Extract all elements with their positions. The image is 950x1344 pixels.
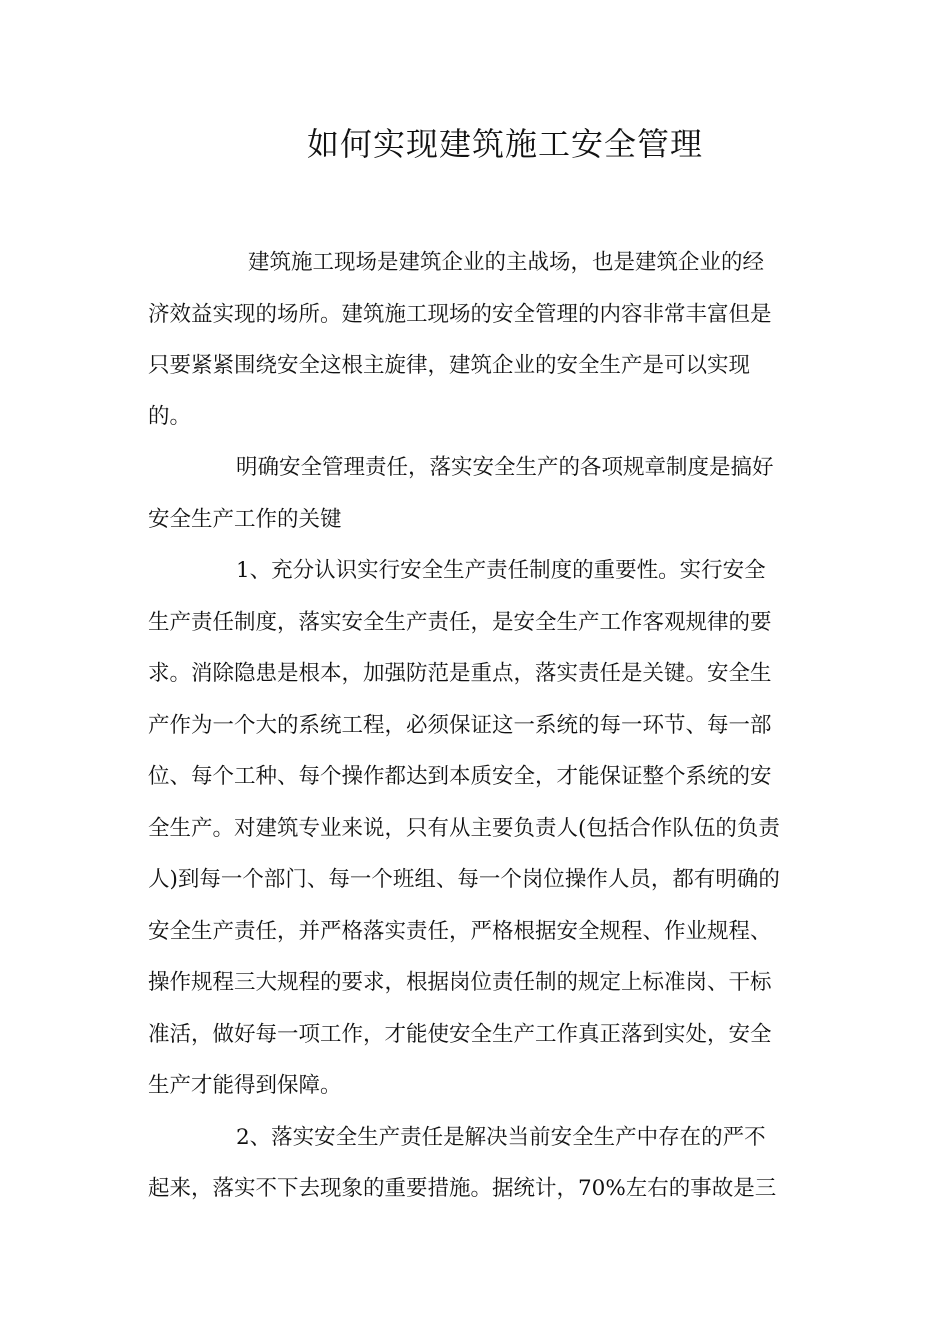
section-heading-line: 安全生产工作的关键 [148, 507, 342, 532]
paragraph-line: 位、每个工种、每个操作都达到本质安全，才能保证整个系统的安 [148, 764, 772, 789]
paragraph-line: 2、落实安全生产责任是解决当前安全生产中存在的严不 [236, 1125, 766, 1150]
paragraph-line: 济效益实现的场所。建筑施工现场的安全管理的内容非常丰富但是 [148, 302, 772, 327]
paragraph-line: 安全生产责任，并严格落实责任，严格根据安全规程、作业规程、 [148, 919, 772, 944]
paragraph-line: 生产才能得到保障。 [148, 1073, 342, 1098]
paragraph-line: 全生产。对建筑专业来说，只有从主要负责人(包括合作队伍的负责 [148, 816, 780, 841]
paragraph-line: 1、充分认识实行安全生产责任制度的重要性。实行安全 [236, 558, 766, 583]
paragraph-line: 准活，做好每一项工作，才能使安全生产工作真正落到实处，安全 [148, 1022, 772, 1047]
paragraph-line: 只要紧紧围绕安全这根主旋律，建筑企业的安全生产是可以实现 [148, 353, 751, 378]
section-heading-line: 明确安全管理责任，落实安全生产的各项规章制度是搞好 [236, 455, 774, 480]
paragraph-line: 求。消除隐患是根本，加强防范是重点，落实责任是关键。安全生 [148, 661, 772, 686]
paragraph-line: 人)到每一个部门、每一个班组、每一个岗位操作人员，都有明确的 [148, 867, 780, 892]
paragraph-line: 操作规程三大规程的要求，根据岗位责任制的规定上标准岗、干标 [148, 970, 772, 995]
paragraph-line: 起来，落实不下去现象的重要措施。据统计，70%左右的事故是三 [148, 1176, 777, 1201]
paragraph-line: 产作为一个大的系统工程，必须保证这一系统的每一环节、每一部 [148, 713, 772, 738]
paragraph-line: 建筑施工现场是建筑企业的主战场，也是建筑企业的经 [248, 250, 765, 275]
paragraph-line: 生产责任制度，落实安全生产责任，是安全生产工作客观规律的要 [148, 610, 772, 635]
document-title: 如何实现建筑施工安全管理 [306, 125, 703, 163]
paragraph-line: 的。 [148, 404, 192, 429]
